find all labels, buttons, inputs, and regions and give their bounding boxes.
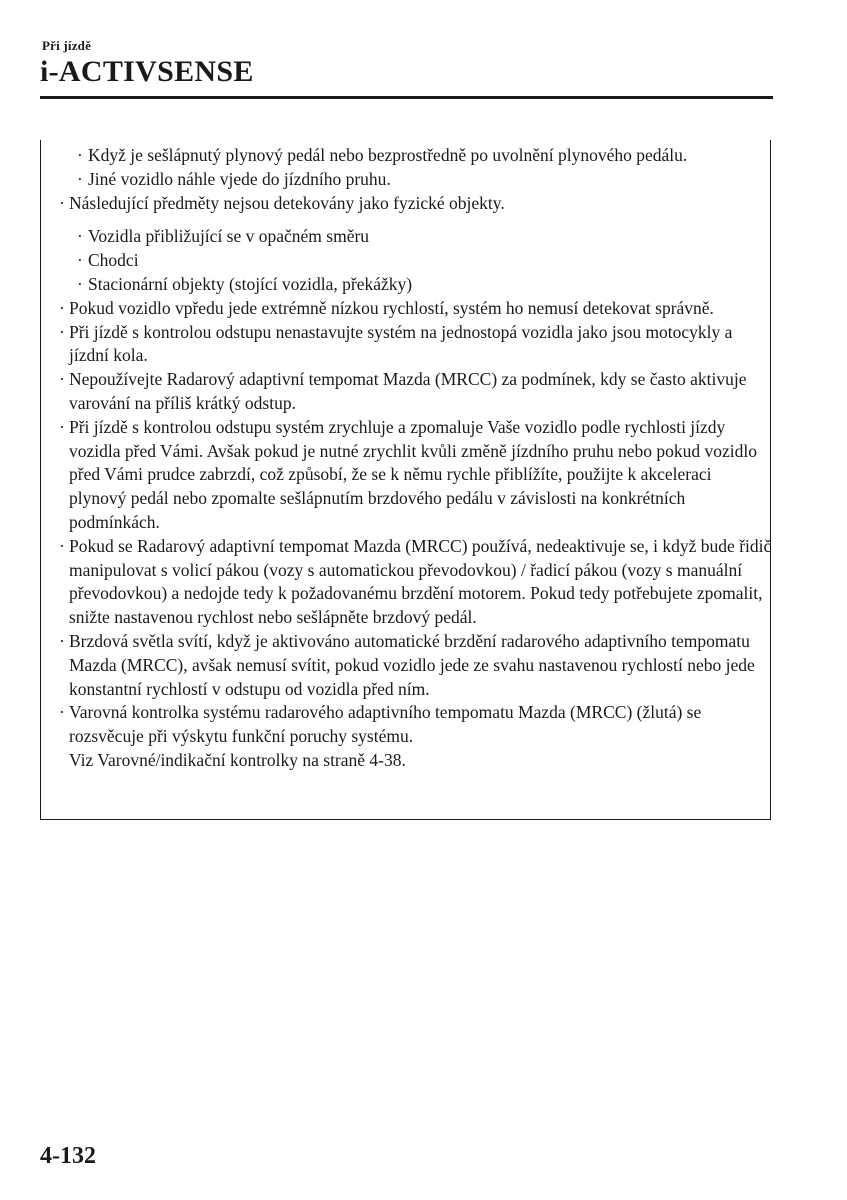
bullet-icon: · [59, 535, 65, 556]
bullet-icon: · [59, 702, 65, 723]
list-item: · Pokud vozidlo vpředu jede extrémně nízkou rychlostí, systém ho nemusí detekovat správně. [41, 297, 772, 321]
bullet-icon: · [59, 630, 65, 651]
list-item: · Varovná kontrolka systému radarového adaptivního tempomatu Mazda (MRCC) (žlutá) se rozsvěcuje při výskytu funkční poruchy systému. [59, 702, 702, 747]
list-item: · Při jízdě s kontrolou odstupu nenastavujte systém na jednostopá vozidla jako jsou motocykly a jízdní kola. [59, 321, 733, 366]
page-number: 4-132 [40, 1143, 96, 1169]
bullet-icon: · [59, 321, 65, 342]
list-item: · Při jízdě s kontrolou odstupu systém zrychluje a zpomaluje Vaše vozidlo podle rychlosti jízdy vozidla před Vámi. Avšak pokud je nutné zrychlit kvůli změně jízdního pruhu nebo pokud vozidlo před Vámi prudce zabrzdí, což způsobí, že se k němu rychle přiblížíte, použijte k akceleraci plynový pedál nebo zpomalte sešlápnutím brzdového pedálu v závislosti na konkrétních podmínkách. [59, 416, 758, 532]
cross-reference-note: Viz Varovné/indikační kontrolky na straně 4-38. [69, 749, 406, 770]
list-item: · Chodci [41, 249, 772, 273]
bullet-icon: · [77, 226, 83, 247]
bullet-icon: · [59, 369, 65, 390]
list-item: · Když je sešlápnutý plynový pedál nebo bezprostředně po uvolnění plynového pedálu. [41, 144, 772, 168]
bullet-icon: · [59, 416, 65, 437]
title-rule [40, 96, 773, 99]
section-header: Při jízdě [42, 38, 92, 53]
list-item: · Nepoužívejte Radarový adaptivní tempomat Mazda (MRCC) za podmínek, kdy se často aktivuje varování na příliš krátký odstup. [59, 369, 747, 413]
list-item: · Jiné vozidlo náhle vjede do jízdního pruhu. [41, 168, 772, 192]
page-title: i-ACTIVSENSE [40, 55, 254, 88]
bullet-icon: · [77, 273, 83, 294]
list-item: · Pokud se Radarový adaptivní tempomat Mazda (MRCC) používá, nedeaktivuje se, i když bude řidič manipulovat s volicí pákou (vozy s automatickou převodovkou) / řadicí pákou (vozy s manuální převodovkou) a nedojde tedy k požadovanému brzdění motorem. Pokud tedy potřebujete zpomalit, snižte nastavenou rychlost nebo sešlápněte brzdový pedál. [59, 535, 772, 628]
bullet-icon: · [77, 250, 83, 271]
bullet-icon: · [59, 297, 65, 318]
notice-content [41, 140, 772, 773]
list-item: · Stacionární objekty (stojící vozidla, překážky) [41, 273, 772, 297]
bullet-icon: · [77, 145, 83, 165]
notice-box [40, 140, 771, 820]
list-item: · Brzdová světla svítí, když je aktivováno automatické brzdění radarového adaptivního tempomatu Mazda (MRCC), avšak nemusí svítit, pokud vozidlo jede ze svahu nastavenou rychlostí nebo jede konstantní rychlostí v odstupu od vozidla před ním. [59, 630, 755, 699]
list-item: · Následující předměty nejsou detekovány jako fyzické objekty. [41, 192, 772, 216]
bullet-icon: · [59, 192, 65, 213]
list-item: · Vozidla přibližující se v opačném směru [41, 225, 772, 249]
bullet-icon: · [77, 168, 83, 189]
